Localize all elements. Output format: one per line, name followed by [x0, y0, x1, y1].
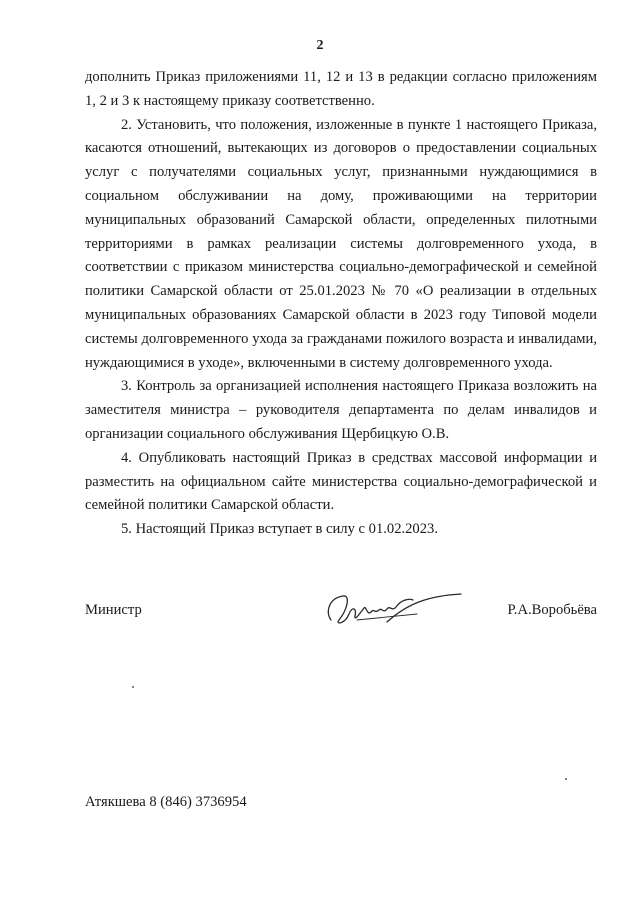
paragraph-item-3: 3. Контроль за организацией исполнения настоящего Приказа возложить на заместителя министра – руководителя департамента по делам инвалидов и организации социального обслуживания Щербицкую О.В.	[85, 378, 597, 442]
page-number: 2	[316, 38, 324, 53]
scan-speck	[132, 686, 134, 688]
signer-title: Министр	[85, 602, 142, 618]
document-body	[85, 66, 597, 542]
paragraph-item-4: 4. Опубликовать настоящий Приказ в средствах массовой информации и разместить на официальном сайте министерства социально-демографической и семейной политики Самарской области.	[85, 449, 597, 514]
handwritten-signature	[317, 590, 467, 632]
paragraph-item-5: 5. Настоящий Приказ вступает в силу с 01.02.2023.	[121, 521, 438, 538]
executor-contact: Атякшева 8 (846) 3736954	[85, 794, 247, 810]
signature-block	[85, 590, 597, 640]
scan-speck	[565, 778, 567, 780]
signer-name: Р.А.Воробьёва	[507, 602, 597, 618]
paragraph-continuation: дополнить Приказ приложениями 11, 12 и 13 в редакции согласно приложениям 1, 2 и 3 к настоящему приказу соответственно.	[85, 69, 597, 109]
paragraph-item-2: 2. Установить, что положения, изложенные в пункте 1 настоящего Приказа, касаются отношений, вытекающих из договоров о предоставлении социальных услуг с получателями социальных услуг, признанными нуждающимися в социальном обслуживании на дому, проживающими на территории муниципальных образований Самарской области, определенных пилотными территориями в рамках реализации системы долговременного ухода, в соответствии с приказом министерства социально-демографической и семейной политики Самарской области от 25.01.2023 № 70 «О реализации в отдельных муниципальных образованиях Самарской области в 2023 году Типовой модели системы долговременного ухода за гражданами пожилого возраста и инвалидами, нуждающимися в уходе», включенными в систему долговременного ухода.	[85, 116, 597, 371]
